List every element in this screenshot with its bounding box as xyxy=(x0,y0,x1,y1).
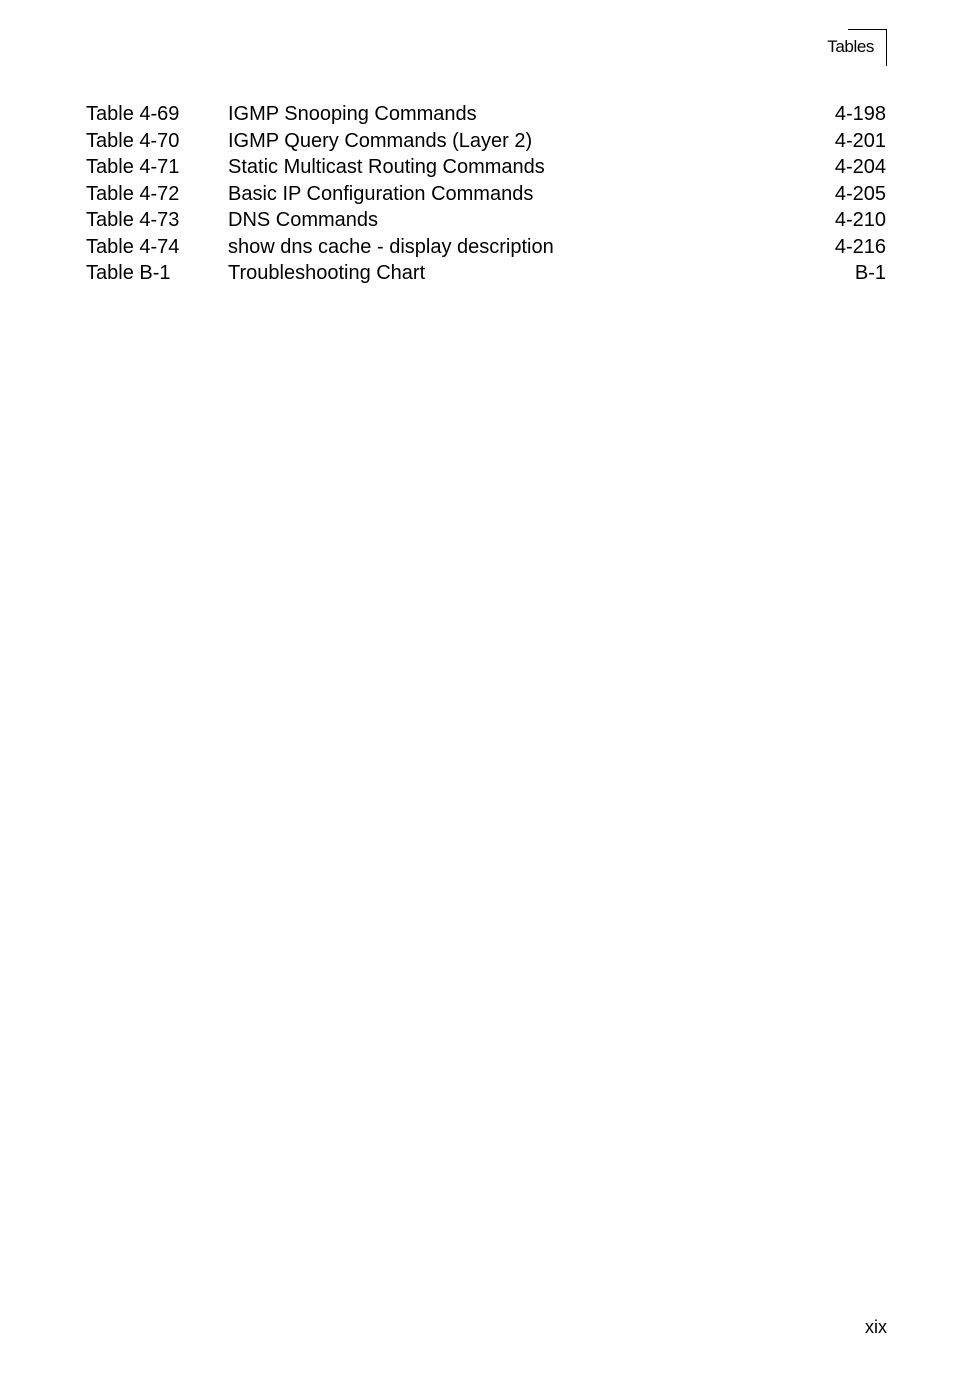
toc-entry-number: Table 4-74 xyxy=(86,235,180,258)
running-header xyxy=(827,29,887,66)
toc-entry-page: 4-210 xyxy=(834,209,886,231)
toc-entry-number: Table 4-70 xyxy=(86,129,180,152)
toc-entry[interactable] xyxy=(86,128,886,155)
toc-entry-title: DNS Commands xyxy=(228,209,379,231)
table-of-contents xyxy=(86,101,886,287)
toc-entry-page: B-1 xyxy=(854,262,886,284)
toc-entry-page: 4-201 xyxy=(834,129,886,152)
page-number: xix xyxy=(865,1317,887,1337)
toc-entry-number: Table 4-73 xyxy=(86,209,180,231)
toc-entry-title: show dns cache - display description xyxy=(228,235,554,258)
toc-entry-title: Troubleshooting Chart xyxy=(228,262,426,284)
toc-entry[interactable] xyxy=(86,181,886,208)
section-label: Tables xyxy=(827,37,874,56)
toc-entry[interactable] xyxy=(86,101,886,128)
toc-entry-title: Static Multicast Routing Commands xyxy=(228,156,545,178)
toc-entry-page: 4-198 xyxy=(834,103,886,125)
toc-entry[interactable] xyxy=(86,207,886,234)
toc-entry-title: IGMP Query Commands (Layer 2) xyxy=(228,129,533,152)
toc-entry-number: Table 4-71 xyxy=(86,156,180,178)
toc-entry[interactable] xyxy=(86,260,886,287)
toc-entry-page: 4-216 xyxy=(834,235,886,258)
toc-entry-title: IGMP Snooping Commands xyxy=(228,103,477,125)
toc-entry-number: Table 4-69 xyxy=(86,103,180,125)
toc-entry-page: 4-205 xyxy=(834,182,886,205)
toc-entry[interactable] xyxy=(86,154,886,181)
toc-entry-number: Table B-1 xyxy=(86,262,171,284)
toc-entry-number: Table 4-72 xyxy=(86,182,180,205)
toc-entry-title: Basic IP Configuration Commands xyxy=(228,182,534,205)
toc-entry[interactable] xyxy=(86,234,886,261)
toc-entry-page: 4-204 xyxy=(834,156,886,178)
